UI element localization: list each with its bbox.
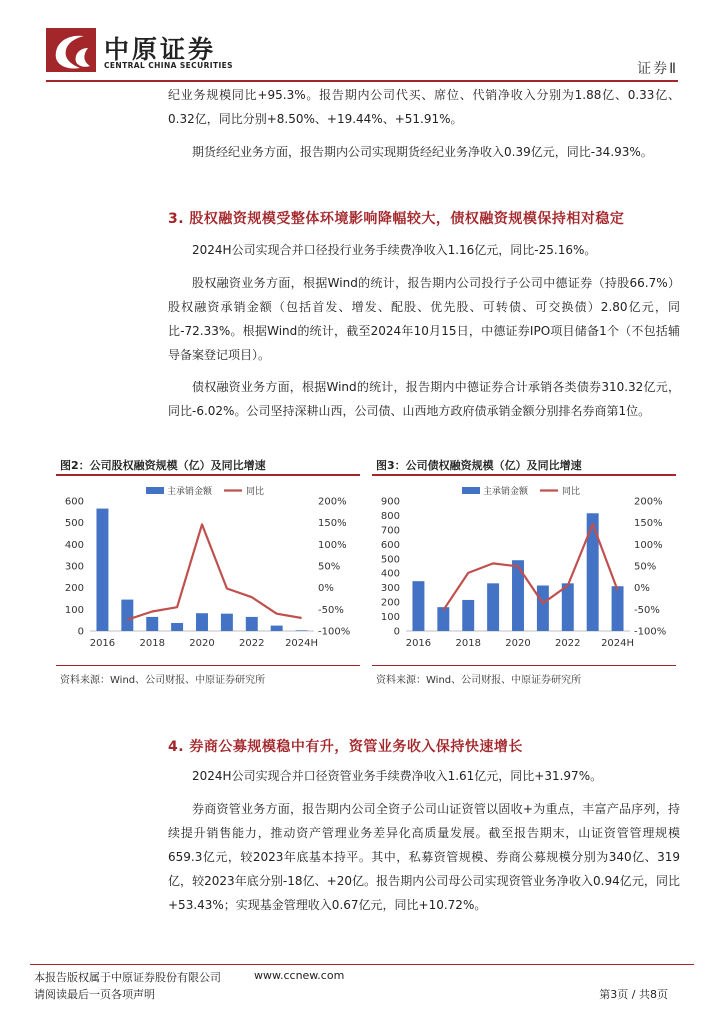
y-right-tick-label: 100% xyxy=(634,539,663,551)
footer-website-link[interactable]: www.ccnew.com xyxy=(254,969,345,982)
y-left-tick-label: 500 xyxy=(64,518,84,530)
y-left-tick-label: 200 xyxy=(380,597,400,609)
legend-bar-swatch xyxy=(146,487,164,494)
figure-source: 资料来源：Wind、公司财报、中原证券研究所 xyxy=(60,675,266,686)
y-left-tick-label: 800 xyxy=(380,510,400,522)
document-category: 证券Ⅱ xyxy=(637,61,678,77)
header-divider xyxy=(46,80,678,82)
y-left-tick-label: 200 xyxy=(64,583,84,595)
figure-title: 图2：公司股权融资规模（亿）及同比增速 xyxy=(60,459,266,472)
legend-bar-label: 主承销金额 xyxy=(483,487,529,497)
footer-divider xyxy=(30,964,694,965)
x-tick-label: 2016 xyxy=(405,638,432,649)
y-right-tick-label: 0% xyxy=(318,583,334,595)
x-tick-label: 2018 xyxy=(139,638,165,649)
y-left-tick-label: 0 xyxy=(393,626,400,638)
bar-2018 xyxy=(462,600,474,631)
company-name-en: CENTRAL CHINA SECURITIES xyxy=(104,61,233,70)
chart-svg xyxy=(56,479,360,665)
y-left-tick-label: 300 xyxy=(380,583,400,595)
y-right-tick-label: 200% xyxy=(318,496,347,508)
y-right-tick-label: 0% xyxy=(634,583,650,595)
bar-2021 xyxy=(537,586,549,632)
y-right-tick-label: -100% xyxy=(634,626,667,638)
paragraph-asset-management: 券商资管业务方面，报告期内公司全资子公司山证资管以固收+为重点，丰富产品序列，持续提升销售能力，推动资产管理业务差异化高质量发展。截至报告期末，山证资管管理规模659.3亿元，较2023年底基本持平。其中，私募资管规模、券商公募规模分别为340亿、319亿，较2023年底分别-18亿、+20亿。报告期内公司母公司实现资管业务净收入0.94亿元，同比+53.43%；实现基金管理收入0.67亿元，同比+10.72%。 xyxy=(168,802,680,912)
footer-copyright: 本报告版权属于中原证券股份有限公司 xyxy=(34,971,221,984)
x-tick-label: 2020 xyxy=(505,638,531,649)
y-left-tick-label: 400 xyxy=(64,539,84,551)
bar-2019 xyxy=(171,623,183,631)
company-logo-mark-icon xyxy=(46,28,96,72)
y-right-tick-label: -100% xyxy=(318,626,351,638)
y-right-tick-label: 50% xyxy=(634,561,657,573)
figure-source: 资料来源：Wind、公司财报、中原证券研究所 xyxy=(376,675,582,686)
chart-debt-financing xyxy=(372,479,676,665)
chart-legend xyxy=(462,485,580,497)
y-left-tick-label: 300 xyxy=(64,561,84,573)
y-left-tick-label: 0 xyxy=(77,626,84,638)
page-header xyxy=(0,0,724,80)
bar-2017 xyxy=(437,607,449,631)
paragraph-brokerage: 纪业务规模同比+95.3%。报告期内公司代买、席位、代销净收入分别为1.88亿、0.33亿、0.32亿，同比分别+8.50%、+19.44%、+51.91%。 xyxy=(168,88,680,126)
footer-page-number: 第3页 / 共8页 xyxy=(599,988,668,1001)
paragraph-equity-financing: 股权融资业务方面，根据Wind的统计，报告期内公司投行子公司中德证券（持股66.7%）股权融资承销金额（包括首发、增发、配股、优先股、可转债、可交换债）2.80亿元，同比-72.33%。根据Wind的统计，截至2024年10月15日，中德证券IPO项目储备1个（不包括辅导备案登记项目）。 xyxy=(168,276,680,362)
y-right-tick-label: 50% xyxy=(318,561,341,573)
figure-debt-financing xyxy=(372,457,676,693)
y-left-tick-label: 600 xyxy=(64,496,84,508)
y-left-tick-label: 700 xyxy=(380,525,400,537)
bar-2024H xyxy=(296,630,308,631)
paragraph-debt-financing: 债权融资业务方面，根据Wind的统计，报告期内中德证券合计承销各类债券310.32亿元，同比-6.02%。公司坚持深耕山西，公司债、山西地方政府债承销金额分别排名券商第1位。 xyxy=(168,380,680,418)
chart-legend xyxy=(146,485,264,497)
company-logo xyxy=(46,28,286,76)
figure-bottom-rule xyxy=(56,665,360,666)
section-heading-4: 4. 券商公募规模稳中有升，资管业务收入保持快速增长 xyxy=(168,739,523,755)
x-tick-label: 2016 xyxy=(89,638,116,649)
yoy-series-line xyxy=(127,524,301,619)
x-tick-label: 2022 xyxy=(239,638,265,649)
y-right-tick-label: 150% xyxy=(634,518,663,530)
bar-2024H xyxy=(612,586,624,631)
bar-2023 xyxy=(587,513,599,631)
y-right-tick-label: 150% xyxy=(318,518,347,530)
x-tick-label: 2018 xyxy=(455,638,481,649)
chart-equity-financing xyxy=(56,479,360,665)
company-name-cn: 中原证券 xyxy=(104,35,217,64)
bar-2020 xyxy=(196,613,208,631)
figure-top-rule xyxy=(56,474,360,476)
paragraph-am-summary: 2024H公司实现合并口径资管业务手续费净收入1.61亿元，同比+31.97%。 xyxy=(192,769,603,783)
y-left-tick-label: 600 xyxy=(380,539,400,551)
chart-svg xyxy=(372,479,676,665)
x-tick-label: 2024H xyxy=(285,638,319,649)
footer-disclaimer-note: 请阅读最后一页各项声明 xyxy=(34,988,155,1001)
figure-equity-financing xyxy=(56,457,360,693)
x-tick-label: 2024H xyxy=(601,638,635,649)
figure-top-rule xyxy=(372,474,676,476)
y-right-tick-label: 200% xyxy=(634,496,663,508)
y-right-tick-label: 100% xyxy=(318,539,347,551)
legend-line-label: 同比 xyxy=(562,487,581,497)
bar-2022 xyxy=(562,583,574,631)
bar-2016 xyxy=(412,581,424,631)
y-left-tick-label: 100 xyxy=(64,604,84,616)
legend-line-label: 同比 xyxy=(246,487,265,497)
bar-2018 xyxy=(146,617,158,631)
y-left-tick-label: 500 xyxy=(380,554,400,566)
y-left-tick-label: 900 xyxy=(380,496,400,508)
figure-title: 图3：公司债权融资规模（亿）及同比增速 xyxy=(376,459,582,472)
y-left-tick-label: 100 xyxy=(380,612,400,624)
paragraph-futures: 期货经纪业务方面，报告期内公司实现期货经纪业务净收入0.39亿元，同比-34.93%。 xyxy=(192,145,653,159)
legend-bar-swatch xyxy=(462,487,480,494)
bar-2023 xyxy=(271,626,283,631)
x-tick-label: 2022 xyxy=(555,638,581,649)
bar-2016 xyxy=(96,509,108,631)
paragraph-ib-summary: 2024H公司实现合并口径投行业务手续费净收入1.16亿元，同比-25.16%。 xyxy=(192,243,597,257)
bar-2017 xyxy=(121,600,133,631)
bar-2022 xyxy=(246,617,258,631)
legend-bar-label: 主承销金额 xyxy=(167,487,213,497)
figure-bottom-rule xyxy=(372,665,676,666)
bar-2019 xyxy=(487,583,499,631)
x-tick-label: 2020 xyxy=(189,638,215,649)
y-right-tick-label: -50% xyxy=(318,604,344,616)
section-heading-3: 3. 股权融资规模受整体环境影响降幅较大，债权融资规模保持相对稳定 xyxy=(168,211,625,227)
y-left-tick-label: 400 xyxy=(380,568,400,580)
y-right-tick-label: -50% xyxy=(634,604,660,616)
bar-2021 xyxy=(221,614,233,631)
